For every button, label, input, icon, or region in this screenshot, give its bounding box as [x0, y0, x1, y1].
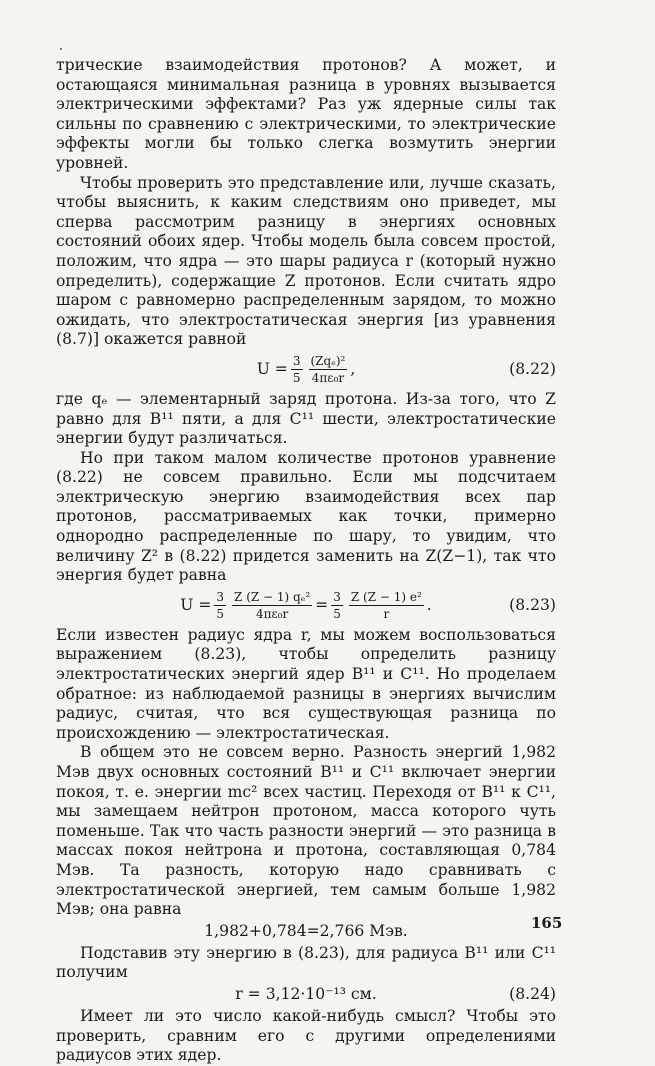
paragraph: Если известен радиус ядра r, мы можем воспользоваться выражением (8.23), чтобы определить разницу электростатических энергий ядер B¹¹ и C¹¹. Но проделаем обратное: из наблюдаемой разницы в энергиях вычислим радиус, считая, что вся существующая разница по происхождению — электростатическая.: [56, 625, 556, 742]
energy-sum: 1,982+0,784=2,766 Мэв.: [204, 921, 408, 940]
paragraph: В общем это не совсем верно. Разность энергий 1,982 Мэв двух основных состояний B¹¹ и C¹¹ включает энергии покоя, т. е. энергии mc² всех частиц. Переходя от B¹¹ к C¹¹, мы замещаем нейтрон протоном, масса которого чуть поменьше. Так что часть разности энергий — это разница в массах покоя нейтрона и протона, составляющая 0,784 Мэв. Та разность, которую надо сравнивать с электростатической энергией, тем самым больше 1,982 Мэв; она равна: [56, 743, 556, 919]
paragraph: трические взаимодействия протонов? А может, и остающаяся минимальная разница в уровнях вызывается электрическими эффектами? Раз уж ядерные силы так сильны по сравнению с электрическими, то электрические эффекты могли бы только слегка возмутить энергии уровней.: [56, 56, 556, 172]
equation-8-22: U = $\frac{3}{5}$ $\frac{\text{(Zqₑ)²}}{\text{4πε₀r}}$ , (8.22): [256, 354, 556, 386]
fraction: $\frac{3}{5}$: [292, 354, 301, 386]
equation-number: (8.24): [509, 985, 556, 1004]
paragraph: Подставив эту энергию в (8.23), для радиуса B¹¹ или C¹¹ получим: [56, 943, 556, 982]
fraction: $\frac{\text{(Zqₑ)²}}{\text{4πε₀r}}$: [310, 354, 346, 386]
paragraph: где qₑ — элементарный заряд протона. Из-за того, что Z равно для B¹¹ пяти, а для C¹¹ шести, электростатические энергии будут различаться.: [56, 389, 556, 448]
equation-number: (8.22): [509, 360, 556, 379]
paragraph: Чтобы проверить это представление или, лучше сказать, чтобы выяснить, к каким следствиям оно приведет, мы сперва рассмотрим разницу в энергиях основных состояний обоих ядер. Чтобы модель была совсем простой, положим, что ядра — это шары радиуса r (который нужно определить), содержащие Z протонов. Если считать ядро шаром с равномерно распределенным зарядом, то можно ожидать, что электростатическая энергия [из уравнения (8.7)] окажется равной: [56, 173, 556, 349]
page-text: [56, 56, 556, 1066]
paragraph: Но при таком малом количестве протонов уравнение (8.22) не совсем правильно. Если мы подсчитаем электрическую энергию взаимодействия всех пар протонов, рассматриваемых как точки, примерно однородно распределенные по шару, то увидим, что величину Z² в (8.22) придется заменить на Z(Z−1), так что энергия будет равна: [56, 448, 556, 585]
paragraph: Имеет ли это число какой-нибудь смысл? Чтобы это проверить, сравним его с другими определениями радиусов этих ядер.: [56, 1006, 556, 1065]
equation-8-23: U = $\frac{3}{5}$ $\frac{\text{Z (Z − 1) qₑ²}}{\text{4πε₀r}}$ = $\frac{3}{5}$ $\frac{\text{Z (Z − 1) e²}}{r}$ . (8.23): [180, 590, 556, 622]
fraction: $\frac{\text{Z (Z − 1) e²}}{r}$: [350, 590, 422, 622]
print-speck: [60, 48, 62, 50]
fraction: $\frac{3}{5}$: [333, 590, 341, 622]
page-number: 165: [531, 914, 563, 932]
fraction: $\frac{3}{5}$: [216, 590, 225, 622]
equation-number: (8.23): [509, 596, 556, 615]
fraction: $\frac{\text{Z (Z − 1) qₑ²}}{\text{4πε₀r}}$: [234, 590, 311, 622]
equation-8-24: r = 3,12·10⁻¹³ см. (8.24): [235, 985, 556, 1004]
